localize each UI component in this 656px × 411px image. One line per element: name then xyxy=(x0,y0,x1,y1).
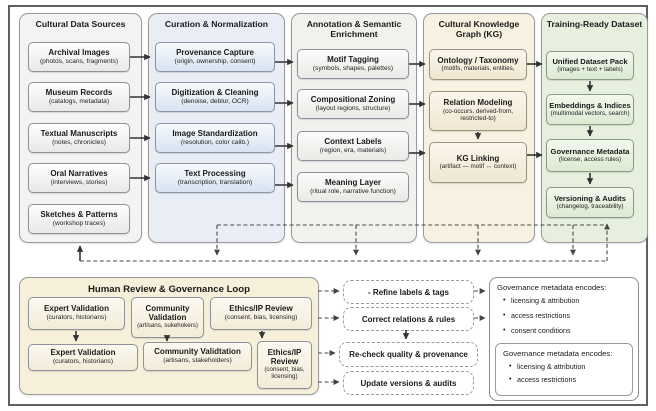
node-title: Embeddings & Indices xyxy=(549,100,631,110)
column-title-training-ready-dataset: Training-Ready Dataset xyxy=(546,19,643,29)
node-motif-tagging xyxy=(297,49,409,79)
node-provenance-capture xyxy=(155,42,275,72)
node-embeddings-indices xyxy=(546,94,634,125)
action-recheck-quality: Re-check quality & provenance xyxy=(339,342,478,367)
column-title-curation-normalization: Curation & Normalization xyxy=(164,19,269,29)
node-meaning-layer xyxy=(297,172,409,202)
node-sub: (origin, ownership, consent) xyxy=(174,57,256,65)
node-title: Digitization & Cleaning xyxy=(171,87,259,97)
node-title: Image Standardization xyxy=(172,128,258,138)
node-sub: (artisans, stakeholders) xyxy=(163,357,232,365)
node-title: Context Labels xyxy=(324,136,382,146)
node-title: Expert Validation xyxy=(50,348,116,358)
node-sub: (symbols, shapes, palettes) xyxy=(312,64,394,72)
node-ontology-taxonomy xyxy=(429,49,527,80)
node-sub: (workshop traces) xyxy=(52,219,106,227)
node-sub: (changelog, traceability) xyxy=(556,203,624,211)
action-correct-relations: Correct relations & rules xyxy=(343,307,474,331)
review-loop-title: Human Review & Governance Loop xyxy=(87,284,251,295)
node-title: Museum Records xyxy=(45,87,113,97)
node-title: Community Validtation xyxy=(154,347,241,357)
node-title: Relation Modeling xyxy=(443,98,513,108)
node-expert-validation-bottom xyxy=(28,344,138,371)
bullet-item: • access restrictions xyxy=(509,375,625,384)
node-title: Community Validation xyxy=(145,304,190,323)
node-ethics-ip-review-bottom xyxy=(257,341,312,389)
column-title-cultural-knowledge-graph: Cultural Knowledge Graph (KG) xyxy=(438,19,520,40)
node-sub: (images + text + labels) xyxy=(557,66,623,74)
action-update-versions: Update versions & audits xyxy=(343,371,474,395)
node-title: Ethics/IP Review xyxy=(267,348,302,367)
node-sub: (artisans, sukehokers) xyxy=(137,321,198,329)
node-sub: (consent, bias, licensing) xyxy=(224,314,298,322)
bullet-item: • access restrictions xyxy=(503,311,631,320)
node-oral-narratives xyxy=(28,163,130,193)
node-sketches-patterns xyxy=(28,204,130,234)
node-title: Expert Validation xyxy=(44,304,109,314)
node-title: Motif Tagging xyxy=(327,54,379,64)
node-textual-manuscripts xyxy=(28,123,130,153)
node-sub: (curators, historians) xyxy=(46,314,107,322)
governance-note-title: Governance metadata encodes: xyxy=(503,349,613,358)
node-compositional-zoning xyxy=(297,89,409,119)
bullet-item: • consent conditions xyxy=(503,326,631,335)
node-sub: (co-occurs, derived-from, restricted-to) xyxy=(443,108,513,123)
node-sub: (license, access rules) xyxy=(558,156,622,164)
node-context-labels xyxy=(297,131,409,161)
node-title: Meaning Layer xyxy=(324,177,381,187)
governance-note-title: Governance metadata encodes: xyxy=(497,283,607,292)
node-text-processing xyxy=(155,163,275,193)
node-digitization-cleaning xyxy=(155,82,275,112)
column-title-annotation-semantic-enrichment: Annotation & Semantic Enrichment xyxy=(306,19,402,40)
node-sub: (multimodal vectors, search) xyxy=(550,110,630,118)
node-sub: (consent, bias, licensing) xyxy=(264,366,305,380)
node-sub: (denoise, deblur, OCR) xyxy=(181,97,249,105)
node-title: Oral Narratives xyxy=(50,168,108,178)
node-title: Ontology / Taxonomy xyxy=(437,55,519,65)
node-sub: (ritual role, narrative function) xyxy=(310,187,396,195)
node-title: Unified Dataset Pack xyxy=(552,56,628,66)
bullet-item: • licensing & attribution xyxy=(503,296,631,305)
node-sub: (layout regions, structure) xyxy=(315,104,391,112)
node-community-validation-top xyxy=(131,297,204,338)
node-sub: (resolution, color calib.) xyxy=(180,138,250,146)
node-sub: (motifs, materials, entities, xyxy=(441,65,515,73)
node-museum-records xyxy=(28,82,130,112)
column-annotation-semantic-enrichment xyxy=(291,13,417,243)
node-image-standardization xyxy=(155,123,275,153)
action-refine-labels: - Refine labels & tags xyxy=(343,280,474,304)
node-relation-modeling xyxy=(429,91,527,131)
node-sub: (region, era, materials) xyxy=(319,146,387,154)
governance-note-bullets xyxy=(497,296,631,335)
node-title: Compositional Zoning xyxy=(310,94,396,104)
node-sub: (artifact — motif ↔ context) xyxy=(439,163,517,171)
node-sub: (notes, chronicles) xyxy=(52,138,106,146)
node-community-validation-bottom xyxy=(143,342,252,371)
node-governance-metadata xyxy=(546,139,634,172)
node-title: Ethics/IP Review xyxy=(229,304,293,314)
node-title: Archival Images xyxy=(48,47,110,57)
node-sub: (interviews, stories) xyxy=(50,178,108,186)
node-versioning-audits xyxy=(546,187,634,218)
node-sub: (curators, historians) xyxy=(52,358,114,366)
node-sub: (catalogs, metadata) xyxy=(48,97,110,105)
node-expert-validation-top xyxy=(28,297,125,330)
node-title: KG Linking xyxy=(456,153,500,163)
node-title: Textual Manuscripts xyxy=(40,128,118,138)
node-title: Text Processing xyxy=(184,168,246,178)
governance-note-2 xyxy=(495,343,633,396)
node-archival-images xyxy=(28,42,130,72)
node-sub: (transcription, translation) xyxy=(177,178,253,186)
node-sub: (photos, scans, fragments) xyxy=(39,57,119,65)
node-title: Sketches & Patterns xyxy=(40,209,118,219)
column-title-cultural-data-sources: Cultural Data Sources xyxy=(35,19,126,29)
node-title: Governance Metadata xyxy=(550,146,630,156)
governance-note-bullets xyxy=(503,362,625,384)
node-kg-linking xyxy=(429,142,527,183)
node-title: Provenance Capture xyxy=(176,47,254,57)
node-ethics-ip-review-top xyxy=(210,297,312,330)
node-title: Versioning & Audits xyxy=(554,193,626,203)
bullet-item: • licensing & attribution xyxy=(509,362,625,371)
node-unified-dataset-pack xyxy=(546,51,634,80)
